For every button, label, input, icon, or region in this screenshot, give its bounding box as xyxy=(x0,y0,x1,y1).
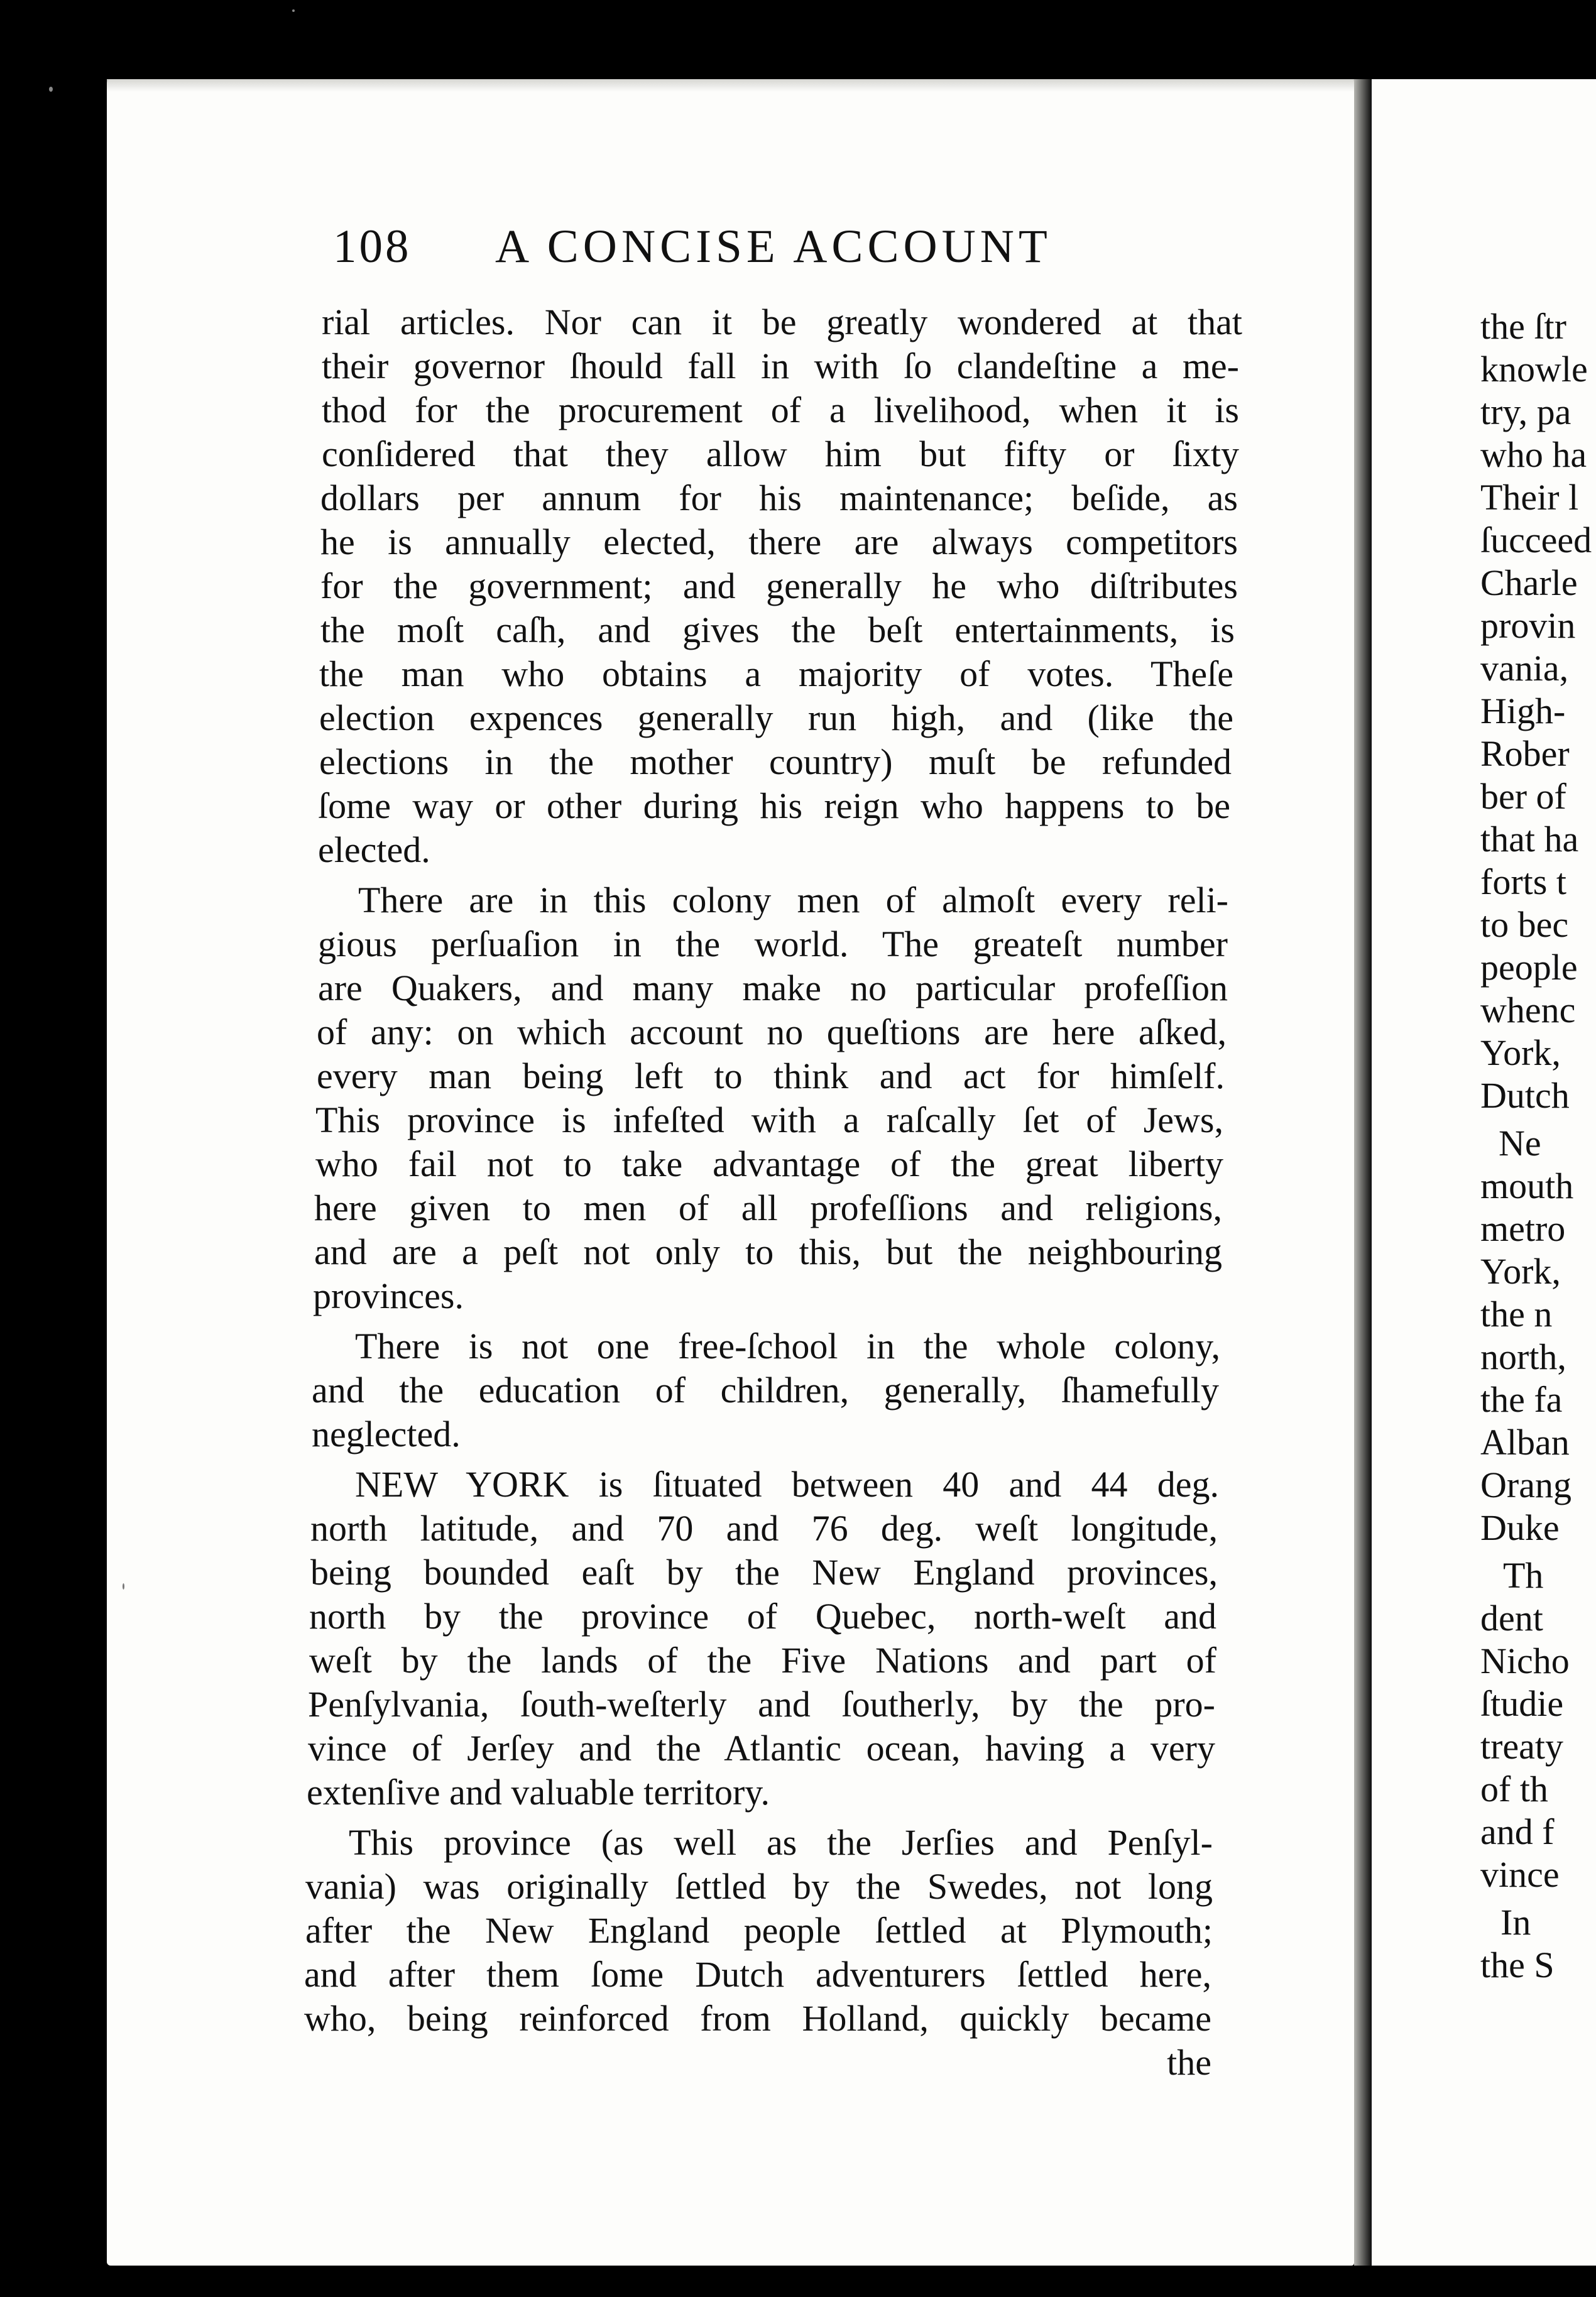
facing-line: Orang xyxy=(1480,1465,1571,1505)
page-number: 108 xyxy=(333,221,412,273)
body-line: rial articles. Nor can it be greatly wondered at that xyxy=(322,302,1242,342)
body-line: election expences generally run high, and (like the xyxy=(319,697,1233,738)
body-line: and are a peſt not only to this, but the neighbouring xyxy=(314,1231,1222,1272)
body-line: he is annually elected, there are always competitors xyxy=(320,521,1238,562)
body-line: vince of Jerſey and the Atlantic ocean, having a very xyxy=(308,1728,1215,1769)
body-line: of any: on which account no queſtions are here aſked, xyxy=(317,1012,1227,1052)
facing-line: metro xyxy=(1480,1208,1566,1249)
body-line: and the education of children, generally, ſhamefully xyxy=(312,1370,1219,1410)
facing-line: Their l xyxy=(1480,477,1579,518)
body-line: their governor ſhould fall in with ſo clandeſtine a me- xyxy=(322,346,1239,386)
body-line: every man being left to think and act for himſelf. xyxy=(317,1056,1225,1096)
facing-line: ber of xyxy=(1480,776,1566,817)
body-line: NEW YORK is ſituated between 40 and 44 deg. xyxy=(355,1464,1219,1505)
facing-line: vania, xyxy=(1480,648,1569,689)
body-line: Penſylvania, ſouth-weſterly and ſoutherly, by the pro- xyxy=(308,1684,1215,1725)
facing-line: Nicho xyxy=(1480,1640,1570,1681)
body-line: conſidered that they allow him but fifty or ſixty xyxy=(322,434,1239,474)
running-title: A CONCISE ACCOUNT xyxy=(495,221,1052,273)
body-line: are Quakers, and many make no particular profeſſion xyxy=(318,968,1228,1008)
body-line: for the government; and generally he who diſtributes xyxy=(320,565,1238,606)
facing-line: Dutch xyxy=(1480,1075,1570,1116)
facing-line: the ſtr xyxy=(1480,306,1566,347)
facing-line: ſtudie xyxy=(1480,1683,1564,1724)
body-line: the man who obtains a majority of votes. Theſe xyxy=(319,653,1233,694)
facing-line: that ha xyxy=(1480,819,1579,859)
facing-line: vince xyxy=(1480,1854,1560,1895)
scan-speck xyxy=(123,1583,124,1590)
facing-line: mouth xyxy=(1480,1165,1574,1206)
catchword: the xyxy=(1167,2042,1211,2083)
facing-line: the n xyxy=(1480,1294,1553,1334)
body-line: here given to men of all profeſſions and religions, xyxy=(314,1187,1222,1228)
facing-line: High- xyxy=(1480,690,1566,731)
body-line: ſome way or other during his reign who happens to be xyxy=(318,785,1230,826)
body-line: There is not one free-ſchool in the whole colony, xyxy=(355,1326,1220,1367)
body-line: north by the province of Quebec, north-weſt and xyxy=(309,1596,1216,1637)
body-line: This province is infeſted with a raſcally ſet of Jews, xyxy=(315,1099,1223,1140)
facing-line: Th xyxy=(1503,1555,1544,1596)
facing-line: people xyxy=(1480,947,1578,988)
facing-line: try, pa xyxy=(1480,391,1571,432)
body-line: who fail not to take advantage of the great liberty xyxy=(315,1143,1223,1184)
body-line: provinces. xyxy=(313,1275,464,1316)
facing-line: Charle xyxy=(1480,562,1578,603)
facing-line: In xyxy=(1500,1902,1531,1943)
body-line: north latitude, and 70 and 76 deg. weſt longitude, xyxy=(310,1508,1218,1549)
body-line: thod for the procurement of a livelihood, when it is xyxy=(322,390,1239,430)
facing-line: dent xyxy=(1480,1598,1543,1639)
body-line: after the New England people ſettled at Plymouth; xyxy=(305,1910,1213,1951)
body-line: neglected. xyxy=(312,1414,461,1454)
body-line: elections in the mother country) muſt be refunded xyxy=(319,741,1232,782)
body-line: gious perſuaſion in the world. The greateſt number xyxy=(318,924,1228,964)
body-line: weſt by the lands of the Five Nations and part of xyxy=(309,1640,1216,1681)
body-line: There are in this colony men of almoſt every reli- xyxy=(358,880,1228,920)
facing-line: Duke xyxy=(1480,1507,1560,1548)
facing-line: Rober xyxy=(1480,733,1570,774)
facing-line: and f xyxy=(1480,1811,1555,1852)
facing-line: of th xyxy=(1480,1769,1548,1809)
body-line: being bounded eaſt by the New England provinces, xyxy=(310,1552,1218,1593)
facing-line: forts t xyxy=(1480,861,1566,902)
body-line: elected. xyxy=(318,829,430,870)
facing-line: the S xyxy=(1480,1945,1555,1985)
body-line: dollars per annum for his maintenance; beſide, as xyxy=(320,477,1238,518)
scan-speck xyxy=(292,9,295,12)
facing-line: York, xyxy=(1480,1032,1561,1073)
body-line: the moſt caſh, and gives the beſt entertainments, is xyxy=(320,609,1235,650)
facing-line: to bec xyxy=(1480,904,1569,945)
facing-line: whenc xyxy=(1480,990,1576,1030)
facing-line: York, xyxy=(1480,1251,1561,1292)
facing-line: treaty xyxy=(1480,1726,1564,1767)
body-line: who, being reinforced from Holland, quickly became xyxy=(304,1998,1211,2039)
facing-line: knowle xyxy=(1480,349,1588,390)
facing-line: ſucceed xyxy=(1480,520,1592,560)
body-line: and after them ſome Dutch adventurers ſettled here, xyxy=(304,1954,1211,1995)
facing-line: the fa xyxy=(1480,1379,1563,1420)
facing-line: provin xyxy=(1480,605,1576,646)
body-line: extenſive and valuable territory. xyxy=(307,1772,770,1813)
body-line: vania) was originally ſettled by the Swedes, not long xyxy=(305,1866,1213,1907)
facing-line: Alban xyxy=(1480,1422,1570,1463)
body-line: This province (as well as the Jerſies and Penſyl- xyxy=(349,1822,1213,1863)
facing-line: north, xyxy=(1480,1336,1566,1377)
facing-line: who ha xyxy=(1480,434,1587,475)
facing-line: Ne xyxy=(1499,1123,1541,1164)
scan-speck xyxy=(49,87,53,92)
